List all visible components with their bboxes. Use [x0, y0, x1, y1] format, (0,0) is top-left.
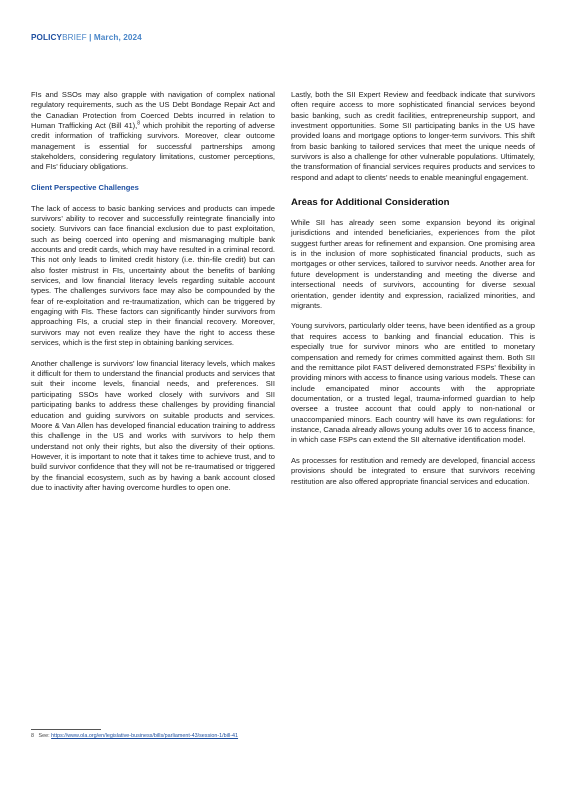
left-paragraph-3: Another challenge is survivors’ low financial literacy levels, which makes it difficult for them to understand the financial products and services that suit their income levels, financial needs, and preferences. SII participating SSOs have worked closely with survivors and SII participating banks to address these challenges by providing financial education and guiding survivors on suitable products and services. Moore & Van Allen has developed financial education training to address this challenge in the US and works with survivors to help them understand not only their rights, but also the diversity of their options. However, it is important to note that it takes time to achieve trust, and to build survivor confidence that they will not be re-traumatised or triggered by the financial ecosystem, such as by having a bank account closed due to inactivity after having overcome hurdles to open one.: [31, 358, 275, 492]
left-paragraph-1: [31, 90, 275, 173]
left-paragraph-1-text: FIs and SSOs may also grapple with navigation of complex national regulatory requirements, such as the US Debt Bondage Repair Act and the Canadian Protection from Coerced Debts incurred in relation to Human Trafficking Act (Bill 41),: [31, 90, 275, 131]
header-separator: |: [86, 33, 94, 42]
right-paragraph-4: As processes for restitution and remedy are developed, financial access provisions should be integrated to ensure that survivors receiving restitution are also offered appropriate financial services and education.: [291, 455, 535, 486]
footnote-link[interactable]: https://www.ola.org/en/legislative-business/bills/parliament-43/session-1/bill-41: [51, 733, 239, 739]
header-date: March, 2024: [93, 33, 142, 42]
left-paragraph-1-continued: which prohibit the reporting of adverse credit information of trafficking survivors. Moreover, clear outcome management is essential for successful partnerships among stakeholders, considering regulatory limitations, customer perceptions, and FIs’ fiduciary obligations.: [31, 121, 275, 172]
right-column: [291, 90, 535, 497]
right-paragraph-1: Lastly, both the SII Expert Review and feedback indicate that survivors often require access to more sophisticated financial services beyond basic banking, such as credit facilities, entrepreneurship support, and investment opportunities. Some SII participating banks in the US have provided loans and mortgage options to longer-term survivors. This shift from basic banking to tailored services that meet the unique needs of survivors is also a challenge for other vulnerable populations. Ultimately, the transformation of financial services requires products and services to respond and adapt to clients’ needs to enable meaningful engagement.: [291, 90, 535, 182]
footnote-divider: [31, 729, 101, 730]
left-column: [31, 90, 275, 504]
footnote-ref-8[interactable]: 8: [137, 120, 141, 127]
right-paragraph-3: Young survivors, particularly older teens, have been identified as a group that requires access to banking and financial education. This is especially true for survivor minors who are entitled to monetary compensation and remedy for crimes committed against them. Both SII and the remittance pilot FAST delivered demonstrated FSPs’ flexibility in providing minors with access to finance using various models. These can include emancipated minor accounts with the appropriate documentation, or a trusted legal, trauma-informed guardian to help oversee a trustee account that could apply to non-national or unaccompanied minors. Each country will have its own regulations: for instance, Canada already allows young adults over 16 to access finance, in which case FSPs can extend the SII alternative identification model.: [291, 321, 535, 445]
right-paragraph-2: While SII has already seen some expansion beyond its original jurisdictions and intended beneficiaries, experiences from the pilot suggest further areas for refinement and expansion. One promising area is in the inclusion of more sophisticated financial products, such as mortgages or other services, tailored to survivor needs. Another area for future development is understanding and meeting the diverse and intersectional needs of survivors, accounting for diverse sexual orientation, gender identity and expression, racialized minorities, and migrants.: [291, 218, 535, 310]
running-header: [31, 33, 142, 42]
footnote-number: 8: [31, 733, 34, 739]
footnote: [31, 733, 238, 739]
footnote-prefix: See:: [38, 733, 52, 739]
section-heading: Areas for Additional Consideration: [291, 197, 450, 209]
brand-brief: BRIEF: [62, 33, 87, 42]
brand-policy: POLICY: [31, 33, 63, 42]
section-subheading: Client Perspective Challenges: [31, 183, 139, 193]
left-paragraph-2: The lack of access to basic banking services and products can impede survivors’ ability to recover and successfully reintegrate financially into society. Survivors can face financial exclusion due to past exploitation, such as being coerced into opening and mismanaging multiple bank accounts and credit cards, which may have resulted in a criminal record. This not only leads to limited credit history (i.e. thin-file credit) but can also foster mistrust in FIs, uncertainty about the benefits of banking services, and low financial literacy levels regarding suitable account types. The challenges survivors face may also be compounded by the fear of re-exploitation and re-traumatization, which can be triggered by engaging with FIs. These factors can significantly hinder survivors from approaching FIs, a crucial step in their financial recovery. Moreover, survivors may not even realize they have the right to access these services, which is the first step in obtaining banking services.: [31, 203, 275, 348]
